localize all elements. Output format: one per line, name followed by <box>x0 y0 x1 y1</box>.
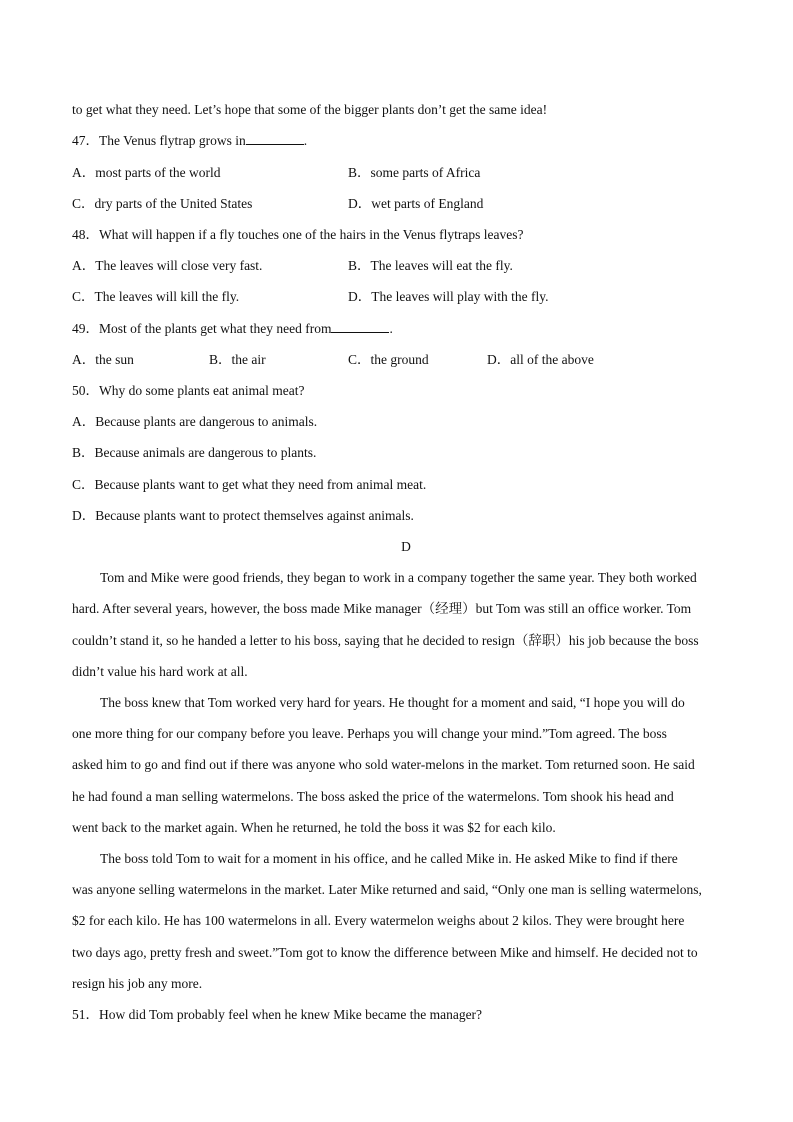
q49-option-b: B．the air <box>209 352 266 367</box>
paragraph-line: Tom and Mike were good friends, they began to work in a company together the same year. They both worked <box>100 570 697 585</box>
q48-option-b: B．The leaves will eat the fly. <box>348 258 513 273</box>
q49-option-a: A．the sun <box>72 352 134 367</box>
q48-option-d: D．The leaves will play with the fly. <box>348 289 549 304</box>
question-51-prompt: 51．How did Tom probably feel when he knew Mike became the manager? <box>72 1007 483 1022</box>
q49-option-c: C．the ground <box>348 352 429 367</box>
q49-option-d: D．all of the above <box>487 352 594 367</box>
paragraph-line: hard. After several years, however, the boss made Mike manager（经理）but Tom was still an office worker. Tom <box>72 601 692 616</box>
q50-option-c: C．Because plants want to get what they need from animal meat. <box>72 477 427 492</box>
paragraph-line: two days ago, pretty fresh and sweet.”Tom got to know the difference between Mike and himself. He decided not to <box>72 945 698 960</box>
answer-blank <box>331 320 389 333</box>
question-49-prompt: 49．Most of the plants get what they need from <box>72 321 332 336</box>
paragraph-line: couldn’t stand it, so he handed a letter to his boss, saying that he decided to resign（辞职）his job because the boss <box>72 633 699 648</box>
answer-blank <box>246 132 304 145</box>
question-48-prompt: 48．What will happen if a fly touches one of the hairs in the Venus flytraps leaves? <box>72 227 524 242</box>
q50-option-b: B．Because animals are dangerous to plants. <box>72 445 317 460</box>
q50-option-a: A．Because plants are dangerous to animals. <box>72 414 318 429</box>
q47-option-b: B．some parts of Africa <box>348 165 481 180</box>
q50-option-d: D．Because plants want to protect themselves against animals. <box>72 508 414 523</box>
q48-option-a: A．The leaves will close very fast. <box>72 258 263 273</box>
paragraph-line: asked him to go and find out if there was anyone who sold water-melons in the market. Tom returned soon. He said <box>72 757 695 772</box>
paragraph-line: he had found a man selling watermelons. The boss asked the price of the watermelons. Tom shook his head and <box>72 789 674 804</box>
paragraph-line: The boss told Tom to wait for a moment in his office, and he called Mike in. He asked Mike to find if there <box>100 851 678 866</box>
paragraph-line: The boss knew that Tom worked very hard for years. He thought for a moment and said, “I hope you will do <box>100 695 685 710</box>
paragraph-line: resign his job any more. <box>72 976 203 991</box>
question-47: 47．The Venus flytrap grows in . <box>72 133 308 148</box>
q47-option-d: D．wet parts of England <box>348 196 484 211</box>
paragraph-line: was anyone selling watermelons in the market. Later Mike returned and said, “Only one man is selling watermelons, <box>72 882 702 897</box>
q47-option-a: A．most parts of the world <box>72 165 221 180</box>
paragraph-line: one more thing for our company before you leave. Perhaps you will change your mind.”Tom agreed. The boss <box>72 726 667 741</box>
paragraph-line: $2 for each kilo. He has 100 watermelons in all. Every watermelon weighs about 2 kilos. They were brought here <box>72 913 685 928</box>
passage-c-last-line: to get what they need. Let’s hope that some of the bigger plants don’t get the same idea! <box>72 102 548 117</box>
q48-option-c: C．The leaves will kill the fly. <box>72 289 240 304</box>
question-49: 49．Most of the plants get what they need from . <box>72 321 393 336</box>
paragraph-line: went back to the market again. When he returned, he told the boss it was $2 for each kilo. <box>72 820 556 835</box>
question-50-prompt: 50．Why do some plants eat animal meat? <box>72 383 305 398</box>
section-heading: D <box>401 539 411 554</box>
question-47-prompt: 47．The Venus flytrap grows in <box>72 133 246 148</box>
paragraph-line: didn’t value his hard work at all. <box>72 664 248 679</box>
q47-option-c: C．dry parts of the United States <box>72 196 253 211</box>
